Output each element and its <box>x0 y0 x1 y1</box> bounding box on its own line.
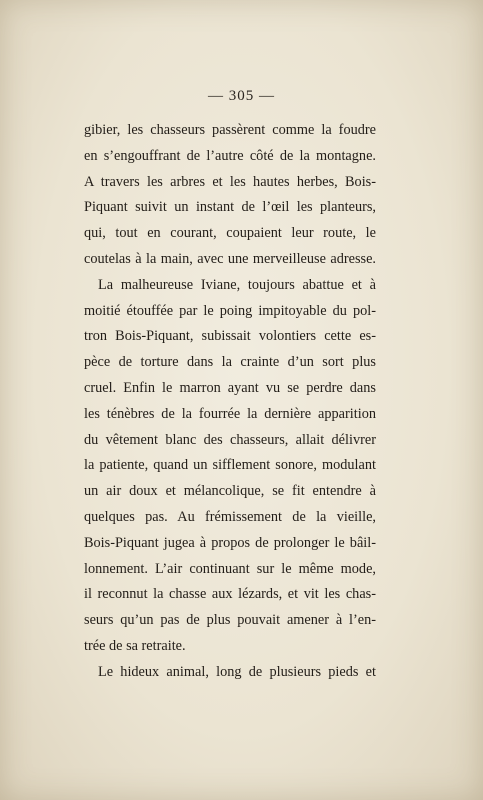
text-line: quelques pas. Au frémissement de la vieille, <box>84 508 376 525</box>
text-line: moitié étouffée par le poing impitoyable du pol- <box>84 302 376 319</box>
text-line: Le hideux animal, long de plusieurs pieds et <box>98 663 376 680</box>
body-text <box>84 118 376 686</box>
text-line: il reconnut la chasse aux lézards, et vit les chas- <box>84 586 376 603</box>
text-line: cruel. Enfin le marron ayant vu se perdre dans <box>84 379 376 396</box>
text-line: pèce de torture dans la crainte d’un sort plus <box>84 354 376 371</box>
text-line: seurs qu’un pas de plus pouvait amener à l’en- <box>84 612 376 629</box>
text-line: les ténèbres de la fourrée la dernière apparition <box>84 405 376 422</box>
text-line: qui, tout en courant, coupaient leur route, le <box>84 225 376 242</box>
text-line: Bois-Piquant jugea à propos de prolonger le bâil- <box>84 534 376 551</box>
text-line: trée de sa retraite. <box>84 637 186 654</box>
text-line: coutelas à la main, avec une merveilleuse adresse. <box>84 250 376 267</box>
text-line: lonnement. L’air continuant sur le même mode, <box>84 560 376 577</box>
text-line: Piquant suivit un instant de l’œil les planteurs, <box>84 199 376 216</box>
text-line: A travers les arbres et les hautes herbes, Bois- <box>84 173 376 190</box>
text-line: la patiente, quand un sifflement sonore, modulant <box>84 457 376 474</box>
text-line: un air doux et mélancolique, se fit entendre à <box>84 483 376 500</box>
text-line: La malheureuse Iviane, toujours abattue et à <box>98 276 376 293</box>
text-line: gibier, les chasseurs passèrent comme la foudre <box>84 122 376 138</box>
text-line: tron Bois-Piquant, subissait volontiers cette es- <box>84 328 376 345</box>
text-line: en s’engouffrant de l’autre côté de la montagne. <box>84 147 376 164</box>
text-line: du vêtement blanc des chasseurs, allait délivrer <box>84 431 376 448</box>
page-number-header: — 305 — <box>208 88 275 104</box>
